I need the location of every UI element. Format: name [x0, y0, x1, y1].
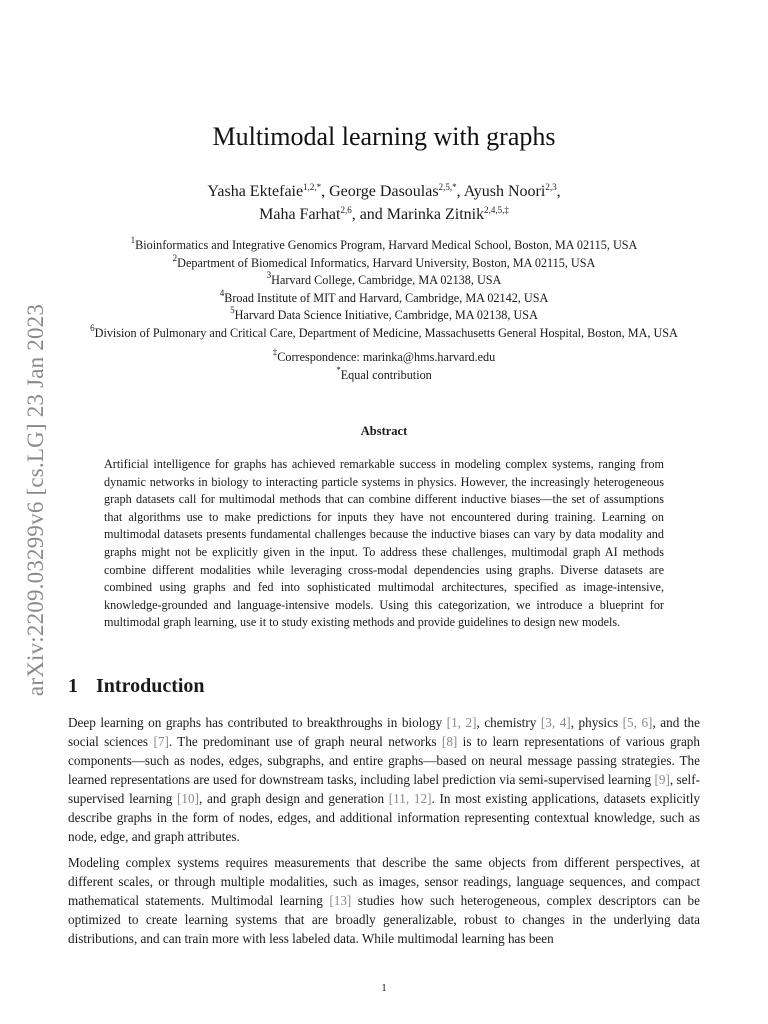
affiliation-text: Harvard College, Cambridge, MA 02138, USA	[271, 273, 502, 288]
text-run: , self-supervised learning	[68, 772, 700, 806]
intro-paragraph-2	[68, 853, 700, 948]
text-run: , physics	[570, 715, 623, 730]
affiliation-number: 4	[219, 287, 225, 298]
citation-link[interactable]: [1, 2]	[446, 715, 477, 730]
author-conjunction: and	[359, 206, 383, 223]
text-run: , chemistry	[476, 715, 541, 730]
affiliation-text: Bioinformatics and Integrative Genomics Program, Harvard Medical School, Boston, MA 02115, USA	[135, 238, 638, 252]
text-run: Deep learning on graphs has contributed to breakthroughs in biology	[68, 715, 447, 730]
affiliation-list	[0, 237, 768, 343]
text-run: , and the social sciences	[68, 715, 700, 749]
contact-notes	[0, 349, 768, 384]
author-affiliation-mark: 2,3	[545, 182, 557, 192]
text-run: . In most existing applications, datasets explicitly describe graphs in the form of nodes, edges, and additional information representing contextual knowledge, such as node, edge, and graph attributes.	[68, 791, 700, 844]
abstract-heading: Abstract	[360, 424, 408, 438]
author-affiliation-mark: 2,4,5,‡	[484, 205, 509, 215]
citation-link[interactable]: [9]	[654, 772, 670, 787]
affiliation	[0, 307, 768, 325]
intro-paragraph-1	[68, 713, 700, 846]
section-heading	[68, 675, 708, 698]
author-affiliation-mark: 2,5,*	[438, 182, 457, 192]
author-affiliation-mark: 1,2,*	[303, 182, 322, 192]
affiliation-number: 1	[130, 235, 136, 245]
paper-title: Multimodal learning with graphs	[212, 122, 556, 151]
text-run: . The predominant use of graph neural networks	[168, 734, 442, 749]
citation-link[interactable]: [13]	[329, 893, 352, 908]
abstract-body: Artificial intelligence for graphs has achieved remarkable success in modeling complex systems, ranging from dynamic networks in biology to interacting particle systems in physics. However, the increasingly heterogeneous graph datasets call for multimodal methods that can combine different inductive biases—the set of assumptions that algorithms use to make predictions for inputs they have not encountered during training. Learning on multimodal datasets presents fundamental challenges because the inductive biases can vary by data modality and graphs might not be explicitly given in the input. To address these challenges, multimodal graph AI methods combine different modalities while leveraging cross-modal dependencies using graphs. Diverse datasets are combined using graphs and fed into sophisticated multimodal architectures, specified as image-intensive, knowledge-grounded and language-intensive models. Using this categorization, we introduce a blueprint for multimodal graph learning, use it to study existing methods and provide guidelines to design new models.	[104, 457, 664, 630]
equal-contribution-text: Equal contribution	[340, 367, 432, 382]
affiliation-number: 5	[230, 305, 235, 316]
author-name: Yasha Ektefaie	[207, 183, 304, 200]
affiliation-text: Broad Institute of MIT and Harvard, Cambridge, MA 02142, USA	[224, 290, 549, 305]
affiliation	[0, 287, 768, 308]
author-line-1: Yasha Ektefaie$^{1,2,*}$, George Dasoulas$^{2,5,*}$, Ayush Noori$^{2,3}$,	[207, 182, 561, 200]
equal-contribution-note	[0, 364, 768, 385]
citation-link[interactable]: [10]	[177, 791, 200, 806]
author-affiliation-mark: 2,6	[340, 205, 352, 215]
author-list	[0, 180, 768, 226]
citation-link[interactable]: [5, 6]	[622, 715, 653, 730]
correspondence-mark: ‡	[272, 347, 278, 357]
text-run: , and graph design and generation	[199, 791, 389, 806]
page-number: 1	[381, 982, 387, 994]
author-line-2: Maha Farhat$^{2,6}$, and Marinka Zitnik$^{2,4,5,\ddagger}$	[259, 205, 509, 223]
affiliation-text: Department of Biomedical Informatics, Harvard University, Boston, MA 02115, USA	[177, 255, 596, 270]
affiliation-number: 2	[172, 252, 178, 263]
affiliation	[0, 252, 768, 273]
affiliation-text: Division of Pulmonary and Critical Care, Department of Medicine, Massachusetts General Hospital, Boston, MA, USA	[94, 325, 678, 340]
affiliation-number: 6	[90, 322, 95, 333]
author-name: Maha Farhat	[259, 206, 341, 223]
arxiv-sidebar-stamp	[16, 280, 56, 720]
text-run: studies how such heterogeneous, complex descriptors can be optimized to create learning systems that are broadly generalizable, robust to changes in the underlying data distributions, and can train more with less labeled data. While multimodal learning has been	[68, 893, 700, 946]
affiliation-text: Harvard Data Science Initiative, Cambridge, MA 02138, USA	[234, 308, 538, 323]
affiliation	[0, 322, 768, 343]
correspondence-text: Correspondence: marinka@hms.harvard.edu	[277, 350, 496, 364]
text-run: Modeling complex systems requires measurements that describe the same objects from different perspectives, at different scales, or through multiple modalities, such as images, sensor readings, language sequences, and compact mathematical statements. Multimodal learning	[68, 855, 700, 908]
author-name: Ayush Noori	[463, 183, 546, 200]
citation-link[interactable]: [7]	[153, 734, 169, 749]
citation-link[interactable]: [11, 12]	[388, 791, 432, 806]
text-run: is to learn representations of various graph components—such as nodes, edges, subgraphs, and entire graphs—based on neural message passing strategies. The learned representations are used for downstream tasks, including label prediction via semi-supervised learning	[68, 734, 700, 787]
affiliation	[0, 272, 768, 290]
author-name: Marinka Zitnik	[386, 206, 485, 223]
affiliation	[0, 237, 768, 255]
author-name: George Dasoulas	[329, 183, 439, 200]
citation-link[interactable]: [3, 4]	[540, 715, 571, 730]
citation-link[interactable]: [8]	[441, 734, 458, 749]
section-title: Introduction	[96, 675, 205, 697]
arxiv-identifier: arXiv:2209.03299v6 [cs.LG] 23 Jan 2023	[23, 303, 48, 697]
section-number: 1	[68, 675, 78, 697]
affiliation-number: 3	[266, 270, 272, 281]
equal-contribution-mark: *	[336, 364, 341, 375]
correspondence-note	[0, 349, 768, 367]
